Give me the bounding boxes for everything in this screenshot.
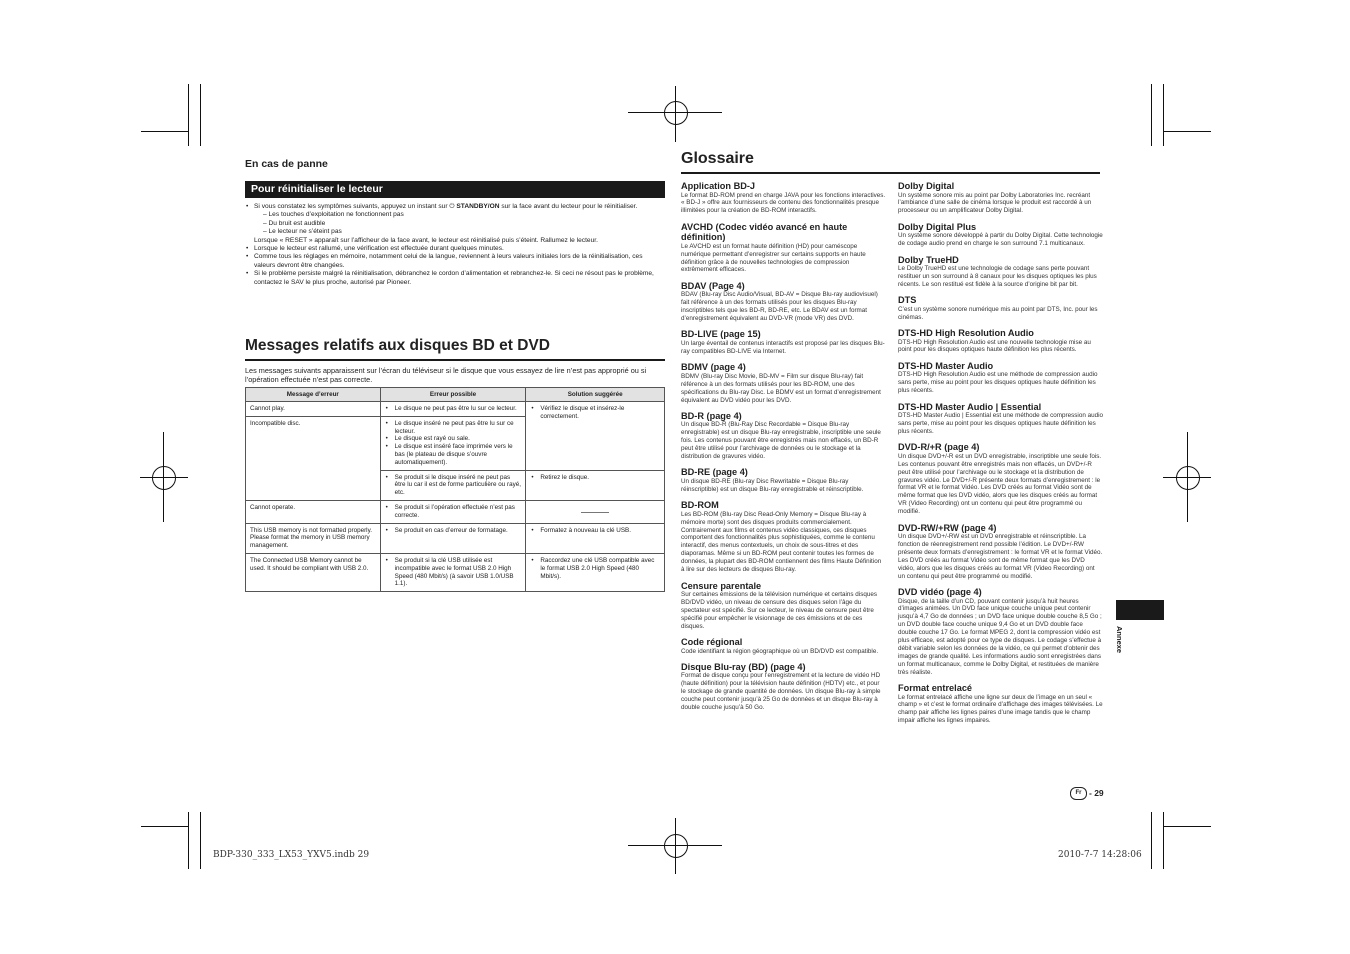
solution-cell: • Raccordez une clé USB compatible avec le format USB 2.0 High Speed (480 Mbit/s). — [526, 553, 665, 591]
glossary-title: Glossaire — [681, 150, 754, 167]
header-cause: Erreur possible — [380, 388, 526, 402]
dash-mark — [581, 512, 609, 513]
glossary-term: Dolby TrueHD — [898, 254, 959, 265]
cause-cell: • Se produit si la clé USB utilisée est incompatible avec le format USB 2.0 High Speed (480 Mbit/s) (à savoir USB 1.0/USB 1.1). — [380, 553, 526, 591]
glossary-term: BDMV (page 4) — [681, 362, 746, 373]
glossary-definition: Un disque DVD+/-RW est un DVD enregistrable et réinscriptible. La fonction de réenregistrement rend possible l’édition. Le DVD+/-RW présente deux formats d’enregistrement : le format VR et le format Vidéo. Les DVD créés au format Vidéo sont de même format que les DVD vidéo, alors que les disques créés au format VR (Video Recording) ont un contenu qui peut être programmé ou modifié. — [898, 533, 1103, 580]
glossary-definition: Le AVCHD est un format haute définition (HD) pour caméscope numérique permettant d’enregistrer sur certains supports en haute définition grâce à de nouvelles technologies de compression extrêmement efficaces. — [681, 242, 866, 274]
glossary-term: Disque Blu-ray (BD) (page 4) — [681, 661, 806, 672]
header-solution: Solution suggérée — [526, 388, 665, 402]
glossary-term: DTS — [898, 295, 917, 306]
glossary-term: DTS-HD Master Audio — [898, 360, 994, 371]
glossary-definition: Un système sonore développé à partir du Dolby Digital. Cette technologie de codage audio prend en charge le son surround 7.1 multicanaux. — [898, 232, 1103, 248]
solution-cell-empty — [526, 500, 665, 523]
glossary-term: Dolby Digital Plus — [898, 221, 977, 232]
glossary-term: DVD vidéo (page 4) — [898, 587, 982, 597]
glossary-definition: Un disque BD-RE (Blu-ray Disc Rewritable = Disque Blu-ray réinscriptible) est un disque Blu-ray enregistrable et réinscriptible. — [681, 477, 864, 493]
glossary-term: Format entrelacé — [898, 683, 973, 694]
glossary-definition: C’est un système sonore numérique mis au point par DTS, Inc. pour les cinémas. — [898, 305, 1098, 321]
glossary-definition: Un système sonore mis au point par Dolby Laboratories Inc. recréant l’ambiance d’une salle de cinéma lorsque le produit est raccordé à un processeur ou un amplificateur Dolby Digital. — [898, 191, 1092, 215]
glossary-term: Code régional — [681, 637, 743, 648]
cause-cell: • Se produit en cas d’erreur de formatage. — [380, 523, 526, 553]
glossary-term: DTS-HD Master Audio | Essential — [898, 401, 1042, 412]
message-cell: Cannot play. — [246, 402, 381, 417]
glossary-term: DVD-R/+R (page 4) — [898, 442, 980, 453]
cause-cell: • Le disque ne peut pas être lu sur ce lecteur. — [380, 402, 526, 417]
symptom-2: – Du bruit est audible — [263, 219, 326, 227]
power-icon: ⏻ — [449, 203, 457, 210]
reset-bullet-2: • Lorsque le lecteur est rallumé, une vérification est effectuée durant quelques minutes. — [245, 245, 665, 253]
glossary-title-rule — [681, 172, 1100, 174]
page-number — [1070, 787, 1104, 800]
glossary-term: Application BD-J — [681, 181, 756, 191]
table-row — [246, 402, 665, 417]
messages-intro: Les messages suivants apparaissent sur l’écran du téléviseur si le disque que vous essayez de lire n’est pas approprié ou si l’opération effectuée n’est pas correcte. — [245, 366, 647, 384]
glossary-definition: DTS-HD High Resolution Audio est une nouvelle technologie mise au point pour les disques optiques haute définition les plus récents. — [898, 338, 1091, 354]
messages-title: Messages relatifs aux disques BD et DVD — [245, 337, 550, 354]
solution-cell: • Retirez le disque. — [526, 470, 665, 500]
message-cell: This USB memory is not formatted properly. Please format the memory in USB memory management. — [246, 523, 381, 553]
glossary-definition: Un disque BD-R (Blu-Ray Disc Recordable = Disque Blu-ray enregistrable) est un disque Blu-ray enregistrable, inscriptible une seule fois. Les contenus pouvant être enregistrés mais non effacés, un BD-R peut être utilisé pour l’archivage de données ou le stockage et la distribution de gravures vidéo. — [681, 421, 881, 461]
table-row — [246, 553, 665, 591]
glossary-definition: Format de disque conçu pour l’enregistrement et la lecture de vidéo HD (haute définition) pour la télévision haute définition (HDTV) etc., et pour le stockage de grande quantité de données. Un disque Blu-ray à simple couche peut contenir jusqu’à 25 Go de données et un disque Blu-ray à double couche jusqu’à 50 Go. — [681, 672, 881, 712]
glossary-term: Censure parentale — [681, 580, 762, 591]
solution-cell: • Vérifiez le disque et insérez-le correctement. — [526, 402, 665, 471]
annexe-tab — [1116, 600, 1164, 620]
glossary-definition: Le Dolby TrueHD est une technologie de codage sans perte pouvant restituer un son surround à 8 canaux pour les disques optiques les plus récents. Le son restitué est fidèle à la source d’origine bit par bit. — [898, 265, 1097, 288]
glossary-definition: DTS-HD Master Audio | Essential est une méthode de compression audio sans perte, mise au point pour les disques optiques haute définition les plus récents. — [898, 412, 1103, 435]
cause-cell: • Le disque inséré ne peut pas être lu sur ce lecteur. • Le disque est rayé ou sale. • Le disque est inséré face imprimée vers le bas (le plateau de disque s’ouvre automatiquement). — [380, 416, 526, 470]
message-cell: Cannot operate. — [246, 500, 381, 523]
page-dash: - — [1089, 787, 1095, 798]
message-cell: Incompatible disc. — [246, 416, 381, 500]
cause-cell: • Se produit si le disque inséré ne peut pas être lu car il est de forme particulière ou rayé, etc. — [380, 470, 526, 500]
glossary-term: BD-R (page 4) — [681, 410, 742, 421]
glossary-definition: Les BD-ROM (Blu-ray Disc Read-Only Memory = Disque Blu-ray à mémoire morte) sont des disques produits commercialement. Contrairement aux films et contenus vidéo classiques, ces disques comportent des fonctionnalités plus sophistiquées, comme le contenu interactif, des menus contextuels, un choix de sous-titres et des diaporamas. Même si un BD-ROM peut contenir toutes les formes de données, la plupart des BD-ROM contiennent des films Haute Définition à lire sur des lecteurs de disques Blu-ray. — [681, 510, 882, 574]
language-badge: Fr — [1070, 787, 1087, 800]
glossary-definition: Code identifiant la région géographique où un BD/DVD est compatible. — [681, 647, 879, 655]
table-header-row — [246, 388, 665, 402]
reset-bullet-1: • Si vous constatez les symptômes suivants, appuyez un instant sur ⏻ STANDBY/ON sur la face avant du lecteur pour le réinitialiser. – Les touches d’exploitation ne fonctionnent pas – Du bruit est audible – Le lecteur ne s’éteint pas Lorsque « RESET » apparaît sur l’afficheur de la face avant, le lecteur est réinitialisé puis s’éteint. Rallumez le lecteur. — [245, 203, 665, 245]
cause-cell: • Se produit si l’opération effectuée n’est pas correcte. — [380, 500, 526, 523]
footer-date: 2010-7-7 14:28:06 — [1058, 850, 1142, 860]
reset-instructions — [245, 203, 665, 287]
table-row — [246, 523, 665, 553]
glossary-term: BD-RE (page 4) — [681, 467, 748, 478]
glossary-term: AVCHD (Codec vidéo avancé en haute définition) — [681, 221, 848, 243]
error-messages-table — [245, 387, 665, 592]
glossary-definition: Un disque DVD+/-R est un DVD enregistrable, inscriptible une seule fois. Les contenus pouvant être enregistrés mais non effacés, un DVD+/-R peut être utilisé pour l’archivage ou le stockage et la distribution de gravures vidéo. Le DVD+/-R présente deux formats d’enregistrement : le format VR et le format Vidéo. Les DVD créés au format Vidéo sont de même format que les DVD vidéo, alors que les disques créés au format VR (Video Recording) ont un contenu qui peut être programmé ou modifié. — [898, 452, 1102, 516]
reset-bullet-3: • Comme tous les réglages en mémoire, notamment celui de la langue, reviennent à leurs valeurs initiales lors de la réinitialisation, ces valeurs devront être changées. — [245, 253, 665, 270]
symptom-1: – Les touches d’exploitation ne fonctionnent pas — [263, 211, 404, 219]
glossary-definition: Le format entrelacé affiche une ligne sur deux de l’image en un seul « champ » et c’est le format ordinaire d’affichage des images télévisées. Le champ pair affiche les lignes paires d’une image tandis que le champ impair affiche les lignes impaires. — [898, 693, 1103, 725]
glossary-term: BD-LIVE (page 15) — [681, 329, 761, 340]
table-row — [246, 500, 665, 523]
symptom-3: – Le lecteur ne s’éteint pas — [263, 228, 342, 236]
glossary-column-1 — [681, 181, 886, 718]
glossary-term: Dolby Digital — [898, 181, 955, 191]
glossary-term: DVD-RW/+RW (page 4) — [898, 522, 997, 533]
section-label: En cas de panne — [245, 158, 328, 170]
glossary-definition: Un large éventail de contenus interactifs est proposé par les disques Blu-ray compatibles BD-LIVE via Internet. — [681, 339, 885, 355]
standby-key-label: STANDBY/ON — [456, 203, 500, 210]
glossary-definition: BDMV (Blu-ray Disc Movie, BD-MV = Film sur disque Blu-ray) fait référence à un des formats utilisés pour les BD-ROM, une des spécifications du Blu-ray Disc. Le BDMV est un format d’enregistrement équivalent au DVD vidéo pour les DVD. — [681, 372, 881, 404]
reset-bullet-4: • Si le problème persiste malgré la réinitialisation, débranchez le cordon d’alimentation et rebranchez-le. Si ceci ne résout pas le problème, contactez le SAV le plus proche, autorisé par Pioneer. — [245, 270, 665, 287]
glossary-definition: DTS-HD High Resolution Audio est une méthode de compression audio sans perte, mise au point pour les disques optiques haute définition les plus récents. — [898, 371, 1098, 395]
glossary-definition: BDAV (Blu-ray Disc Audio/Visual, BD-AV = Disque Blu-ray audiovisuel) fait référence à un des formats utilisés pour les disques Blu-ray inscriptibles tels que les BD-R, BD-RE, etc. Le BDAV est un format d’enregistrement équivalent au DVD-VR (mode VR) des DVD. — [681, 291, 878, 323]
glossary-definition: Sur certaines émissions de la télévision numérique et certains disques BD/DVD vidéo, un niveau de censure des disques selon l’âge du spectateur est spécifié. Sur ce lecteur, le niveau de censure peut être spécifié pour empêcher le visionnage de ces émissions et de ces disques. — [681, 591, 878, 630]
glossary-term: BD-ROM — [681, 500, 719, 511]
message-cell: The Connected USB Memory cannot be used. It should be compliant with USB 2.0. — [246, 553, 381, 591]
glossary-column-2 — [898, 181, 1103, 732]
glossary-definition: Disque, de la taille d’un CD, pouvant contenir jusqu’à huit heures d’images animées. Un DVD face unique couche unique peut contenir jusqu’à 4,7 Go de données ; un DVD face unique double couche 8,5 Go ; un DVD double face couche unique 9,4 Go et un DVD double face double couche 17 Go. Le format MPEG 2, dont la compression vidéo est plus efficace, est adopté pour ce type de disques. Le codage s’effectue à débit variable selon les données de la vidéo, ce qui permet d’obtenir des images de grande qualité. Les informations audio sont enregistrées dans un format multicanaux, comme le Dolby Digital, et restituées de manière très réaliste. — [898, 597, 1102, 676]
header-message: Message d’erreur — [246, 388, 381, 402]
page-number-value: 29 — [1094, 787, 1104, 798]
glossary-term: BDAV (Page 4) — [681, 280, 745, 291]
messages-title-rule — [245, 359, 665, 361]
glossary-term: DTS-HD High Resolution Audio — [898, 328, 1034, 339]
solution-cell: • Formatez à nouveau la clé USB. — [526, 523, 665, 553]
footer-file: BDP-330_333_LX53_YXV5.indb 29 — [213, 850, 370, 860]
annexe-label: Annexe — [1115, 626, 1124, 654]
glossary-definition: Le format BD-ROM prend en charge JAVA pour les fonctions interactives. « BD-J » offre aux fournisseurs de contenu des fonctionnalités presque illimitées pour la création de BD-ROM interactifs. — [681, 191, 886, 215]
reset-note: Lorsque « RESET » apparaît sur l’afficheur de la face avant, le lecteur est réinitialisé puis s’éteint. Rallumez le lecteur. — [254, 236, 598, 244]
reset-section-bar: Pour réinitialiser le lecteur — [245, 181, 665, 198]
